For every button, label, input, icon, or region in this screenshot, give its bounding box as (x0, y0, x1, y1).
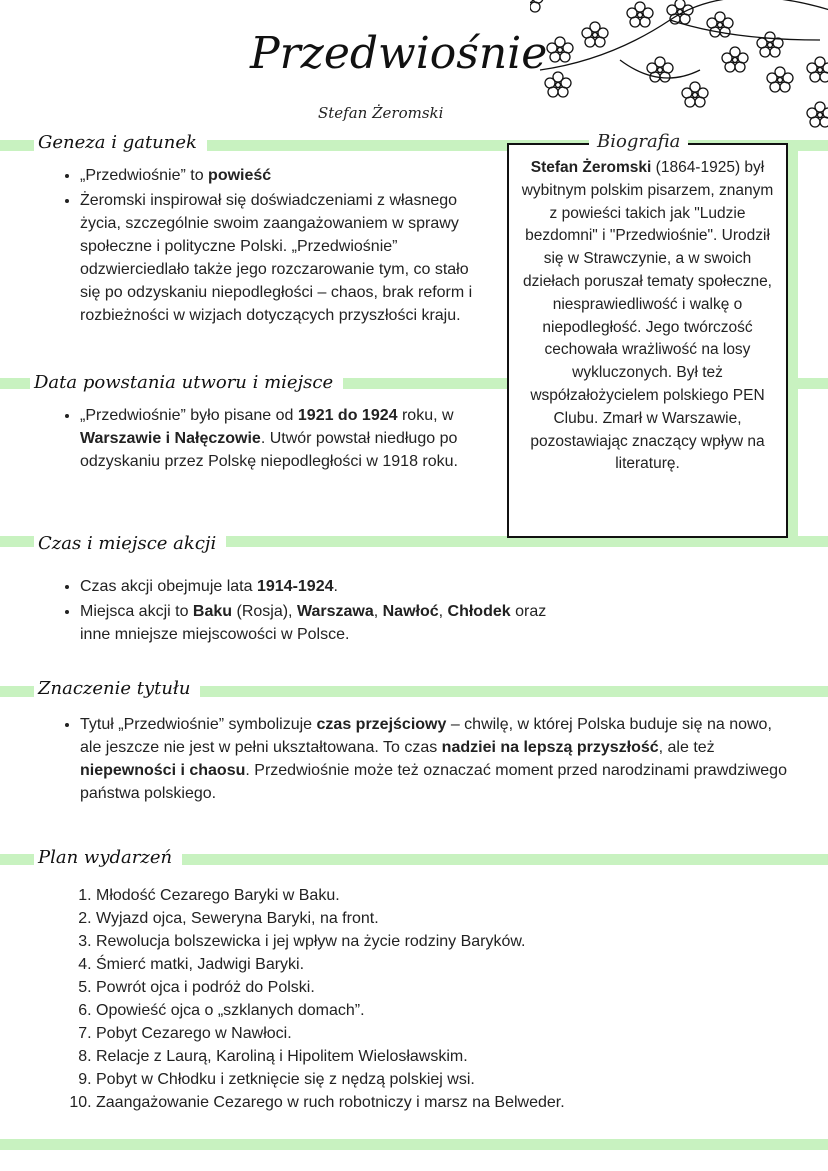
flower-branch-illustration (530, 0, 828, 140)
text: oraz inne mniejsze miejscowości w Polsce. (80, 603, 547, 643)
list-item (80, 164, 480, 187)
bold-text: czas przejściowy (316, 716, 447, 733)
text: Relacje z Laurą, Karoliną i Hipolitem Wielosławskim. (96, 1048, 468, 1065)
list-item (96, 1069, 770, 1090)
text: , (373, 603, 383, 620)
text: Żeromski inspirował się doświadczeniami z własnego życia, szczególnie swoim zaangażowaniem w sprawy społeczne i polityczne Polski. „Przedwiośnie” odzwierciedlało także jego rozczarowanie tym, co stało się po odzyskaniu niepodległości – chaos, brak reform i rozbieżności w wizjach dotyczących przyszłości kraju. (80, 192, 473, 324)
text: – chwilę, w której Polska buduje się na nowo, ale jeszcze nie jest w pełni ukształtowana. To czas (80, 716, 772, 756)
list-item (96, 1023, 770, 1044)
bold-text: nadziei na lepszą przyszłość (441, 739, 659, 756)
page-title: Przedwiośnie (250, 28, 548, 79)
text: Zaangażowanie Cezarego w ruch robotniczy i marsz na Belweder. (96, 1094, 565, 1111)
bold-text: Warszawie i Nałęczowie (80, 430, 261, 447)
bold-text: Nawłoć (382, 603, 439, 620)
bold-text: 1914-1924 (256, 578, 334, 595)
heading-czas: Czas i miejsce akcji (34, 532, 226, 556)
list-item (96, 1046, 770, 1067)
text: (Rosja), (232, 603, 297, 620)
list-czas (60, 575, 560, 648)
text: Wyjazd ojca, Seweryna Baryki, na front. (96, 910, 379, 927)
text: roku, w (397, 407, 454, 424)
list-plan (70, 885, 770, 1115)
text: Tytuł „Przedwiośnie” symbolizuje (80, 716, 317, 733)
text: Czas akcji obejmuje lata (80, 578, 257, 595)
text: „Przedwiośnie” było pisane od (80, 407, 298, 424)
list-item (80, 600, 560, 646)
heading-data: Data powstania utworu i miejsce (30, 371, 343, 395)
bold-text: 1921 do 1924 (297, 407, 398, 424)
bold-text: powieść (208, 167, 272, 184)
biography-text (519, 157, 776, 476)
heading-plan: Plan wydarzeń (34, 846, 182, 870)
text: Rewolucja bolszewicka i jej wpływ na życie rodziny Baryków. (96, 933, 526, 950)
list-item (96, 954, 770, 975)
text: . Przedwiośnie może też oznaczać moment przed narodzinami prawdziwego państwa polskiego. (80, 762, 787, 802)
text: . (333, 578, 338, 595)
bold-text: niepewności i chaosu (80, 762, 246, 779)
text: , (438, 603, 448, 620)
text: (1864-1925) był wybitnym polskim pisarzem, znanym z powieści takich jak "Ludzie bezdomni" i "Przedwiośnie". Urodził się w Strawczynie, a w swoich dziełach poruszał tematy społeczne, niesprawiedliwość i walkę o niepodległość. Jego twórczość cechowała wrażliwość na losy wykluczonych. Był też współzałożycielem polskiego PEN Clubu. Zmarł w Warszawie, pozostawiając znaczący wpływ na literaturę. (521, 159, 774, 473)
text: Opowieść ojca o „szklanych domach”. (96, 1002, 365, 1019)
list-item (80, 189, 480, 327)
section-divider (0, 1139, 828, 1150)
list-item (96, 1092, 770, 1113)
text: Młodość Cezarego Baryki w Baku. (96, 887, 340, 904)
list-data (60, 404, 490, 475)
heading-tytul: Znaczenie tytułu (34, 677, 200, 701)
text: Pobyt w Chłodku i zetknięcie się z nędzą polskiej wsi. (96, 1071, 475, 1088)
list-item (96, 977, 770, 998)
list-item (96, 908, 770, 929)
list-item (80, 404, 490, 473)
text: Miejsca akcji to (80, 603, 193, 620)
text: Powrót ojca i podróż do Polski. (96, 979, 315, 996)
biography-box (507, 143, 788, 538)
list-tytul (60, 713, 790, 807)
list-geneza (60, 164, 480, 329)
bold-text: Stefan Żeromski (530, 159, 652, 176)
text: . Utwór powstał niedługo po odzyskaniu przez Polskę niepodległości w 1918 roku. (80, 430, 458, 470)
text: Śmierć matki, Jadwigi Baryki. (96, 956, 305, 973)
list-item (80, 713, 790, 805)
text: , ale też (658, 739, 715, 756)
bold-text: Baku (192, 603, 233, 620)
list-item (96, 885, 770, 906)
heading-geneza: Geneza i gatunek (34, 131, 207, 155)
text: „Przedwiośnie” to (80, 167, 209, 184)
bold-text: Chłodek (447, 603, 511, 620)
list-item (80, 575, 560, 598)
text: Pobyt Cezarego w Nawłoci. (96, 1025, 292, 1042)
list-item (96, 1000, 770, 1021)
list-item (96, 931, 770, 952)
heading-biografia: Biografia (589, 131, 688, 152)
bold-text: Warszawa (296, 603, 374, 620)
author-name: Stefan Żeromski (318, 104, 444, 122)
